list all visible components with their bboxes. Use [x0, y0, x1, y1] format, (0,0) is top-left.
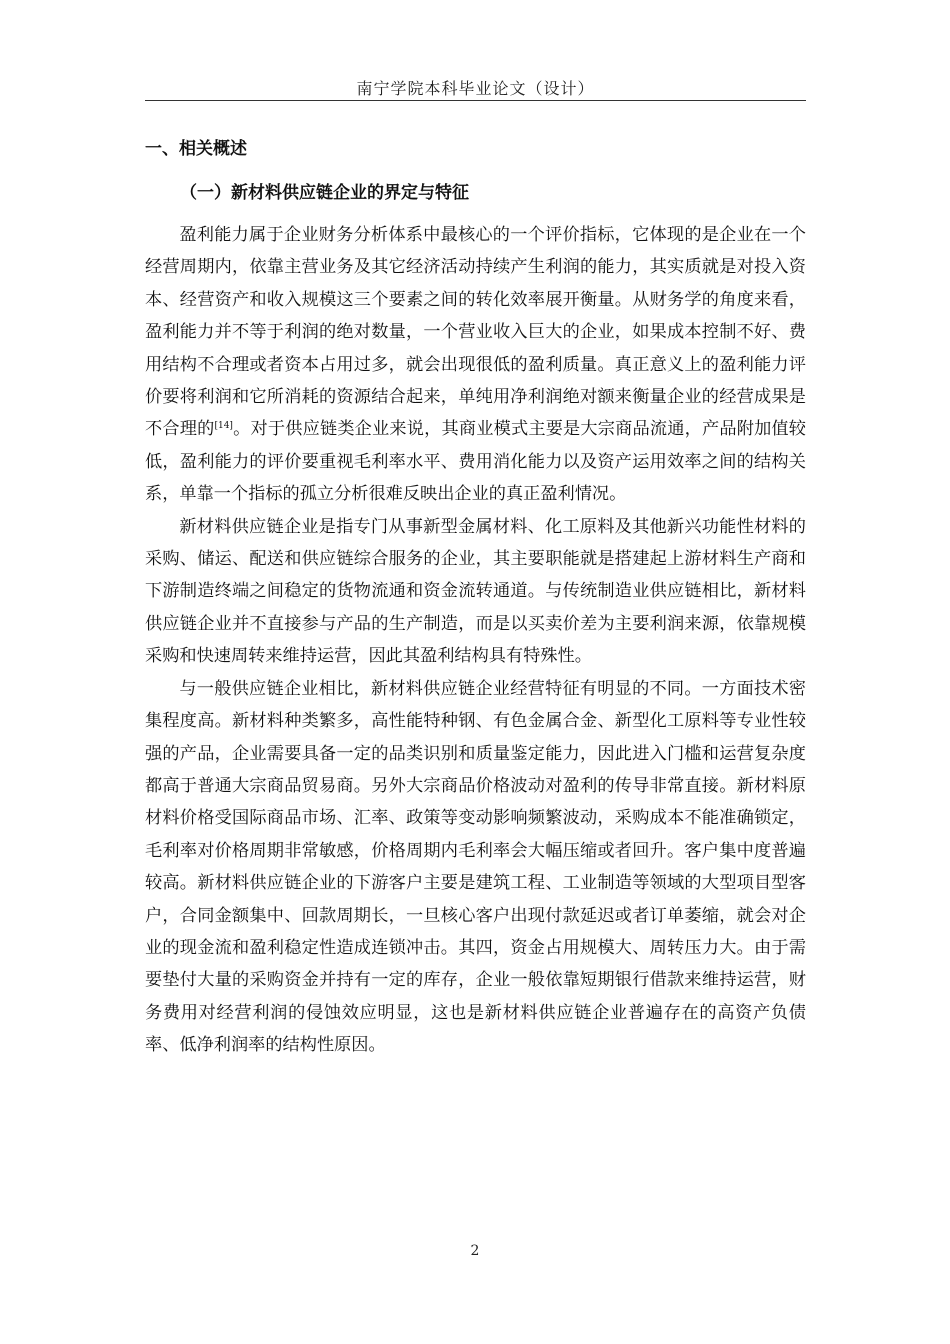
paragraph-1-text: 盈利能力属于企业财务分析体系中最核心的一个评价指标，它体现的是企业在一个经营周期内，依靠主营业务及其它经济活动持续产生利润的能力，其实质就是对投入资本、经营资产和收入规模这三个要素之间的转化效率展开衡量。从财务学的角度来看，盈利能力并不等于利润的绝对数量，一个营业收入巨大的企业，如果成本控制不好、费用结构不合理或者资本占用过多，就会出现很低的盈利质量。真正意义上的盈利能力评价要将利润和它所消耗的资源结合起来，单纯用净利润绝对额来衡量企业的经营成果是不合理的	[145, 225, 806, 440]
citation-marker: [14]	[214, 421, 233, 432]
page-number: 2	[470, 1243, 480, 1259]
body-text	[145, 219, 806, 1062]
header-rule	[145, 100, 806, 101]
running-header: 南宁学院本科毕业论文（设计）	[356, 79, 595, 98]
section-heading: 一、相关概述	[145, 139, 247, 159]
paragraph-1-text-cont: 。对于供应链类企业来说，其商业模式主要是大宗商品流通，产品附加值较低，盈利能力的评价要重视毛利率水平、费用消化能力以及资产运用效率之间的结构关系，单靠一个指标的孤立分析很难反映出企业的真正盈利情况。	[145, 419, 806, 505]
paragraph-3: 与一般供应链企业相比，新材料供应链企业经营特征有明显的不同。一方面技术密集程度高。新材料种类繁多，高性能特种钢、有色金属合金、新型化工原料等专业性较强的产品，企业需要具备一定的品类识别和质量鉴定能力，因此进入门槛和运营复杂度都高于普通大宗商品贸易商。另外大宗商品价格波动对盈利的传导非常直接。新材料原材料价格受国际商品市场、汇率、政策等变动影响频繁波动，采购成本不能准确锁定，毛利率对价格周期非常敏感，价格周期内毛利率会大幅压缩或者回升。客户集中度普遍较高。新材料供应链企业的下游客户主要是建筑工程、工业制造等领域的大型项目型客户，合同金额集中、回款周期长，一旦核心客户出现付款延迟或者订单萎缩，就会对企业的现金流和盈利稳定性造成连锁冲击。其四，资金占用规模大、周转压力大。由于需要垫付大量的采购资金并持有一定的库存，企业一般依靠短期银行借款来维持运营，财务费用对经营利润的侵蚀效应明显，这也是新材料供应链企业普遍存在的高资产负债率、低净利润率的结构性原因。	[145, 678, 806, 1056]
subsection-heading: （一）新材料供应链企业的界定与特征	[180, 183, 469, 203]
paragraph-1	[145, 219, 806, 511]
paragraph-2: 新材料供应链企业是指专门从事新型金属材料、化工原料及其他新兴功能性材料的采购、储运、配送和供应链综合服务的企业，其主要职能就是搭建起上游材料生产商和下游制造终端之间稳定的货物流通和资金流转通道。与传统制造业供应链相比，新材料供应链企业并不直接参与产品的生产制造，而是以买卖价差为主要利润来源，依靠规模采购和快速周转来维持运营，因此其盈利结构具有特殊性。	[145, 516, 806, 667]
